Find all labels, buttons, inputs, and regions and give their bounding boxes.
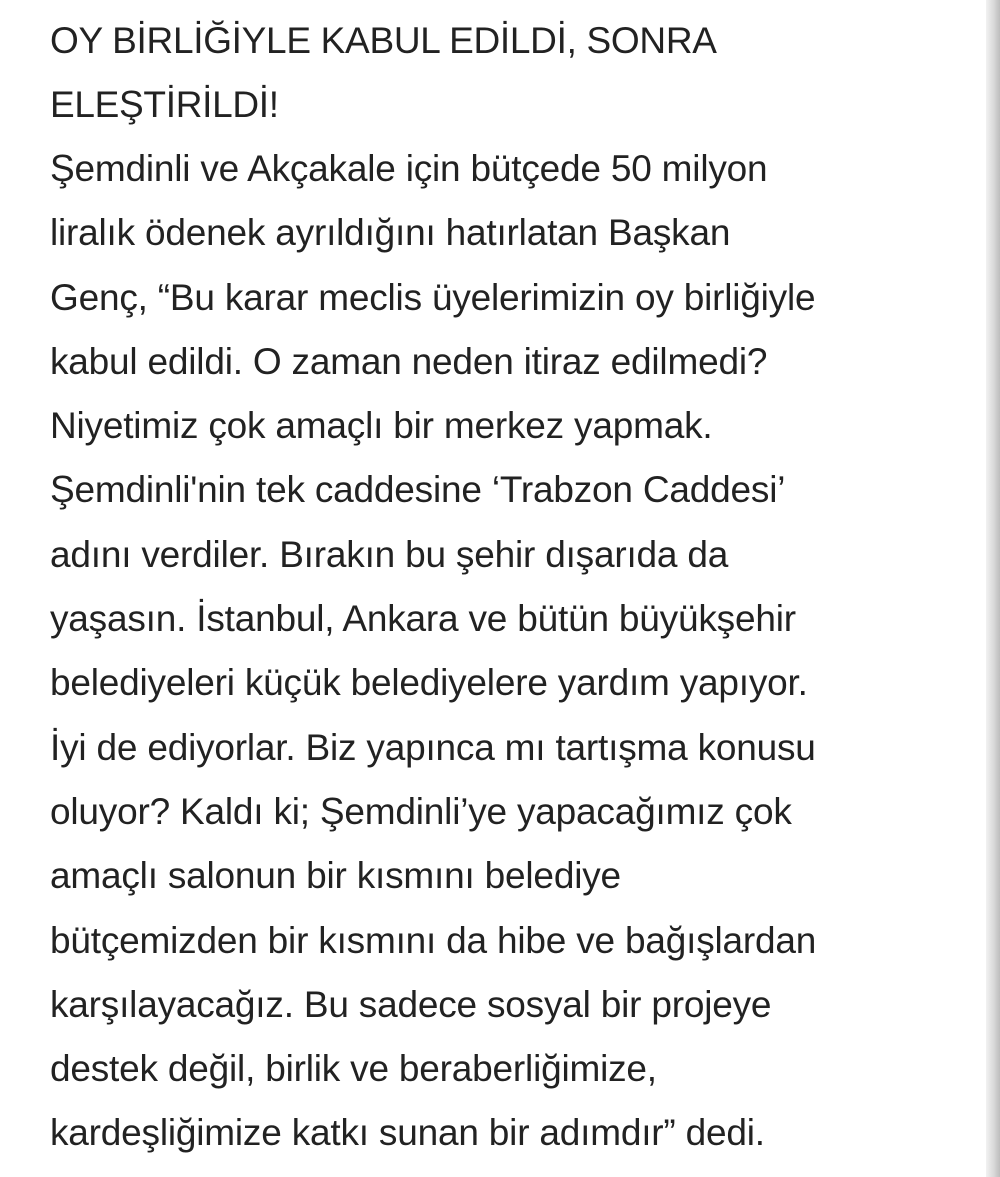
article-paragraph (50, 137, 970, 1166)
paragraph-line: bütçemizden bir kısmını da hibe ve bağışlardan (50, 919, 817, 961)
paragraph-line: kabul edildi. O zaman neden itiraz edilmedi? (50, 340, 768, 382)
paragraph-line: yaşasın. İstanbul, Ankara ve bütün büyükşehir (50, 598, 796, 640)
paragraph-line: liralık ödenek ayrıldığını hatırlatan Başkan (50, 212, 731, 254)
paragraph-line: İyi de ediyorlar. Biz yapınca mı tartışma konusu (50, 726, 816, 768)
heading-line: ELEŞTİRİLDİ! (50, 84, 279, 125)
paragraph-line: Genç, “Bu karar meclis üyelerimizin oy birliğiyle (50, 276, 816, 318)
paragraph-line: Niyetimiz çok amaçlı bir merkez yapmak. (50, 405, 713, 447)
paragraph-line: kardeşliğimize katkı sunan bir adımdır” dedi. (50, 1112, 765, 1154)
heading-line: OY BİRLİĞİYLE KABUL EDİLDİ, SONRA (50, 20, 717, 61)
paragraph-line: oluyor? Kaldı ki; Şemdinli’ye yapacağımız çok (50, 790, 792, 832)
paragraph-line: belediyeleri küçük belediyelere yardım yapıyor. (50, 662, 808, 704)
article (50, 0, 970, 1166)
paragraph-line: adını verdiler. Bırakın bu şehir dışarıda da (50, 533, 729, 575)
section-heading (50, 0, 970, 137)
page-edge-shadow (986, 0, 1000, 1177)
paragraph-line: amaçlı salonun bir kısmını belediye (50, 855, 621, 897)
paragraph-line: karşılayacağız. Bu sadece sosyal bir projeye (50, 983, 772, 1025)
paragraph-line: Şemdinli ve Akçakale için bütçede 50 milyon (50, 148, 768, 189)
paragraph-line: Şemdinli'nin tek caddesine ‘Trabzon Caddesi’ (50, 469, 786, 511)
paragraph-line: destek değil, birlik ve beraberliğimize, (50, 1048, 657, 1090)
